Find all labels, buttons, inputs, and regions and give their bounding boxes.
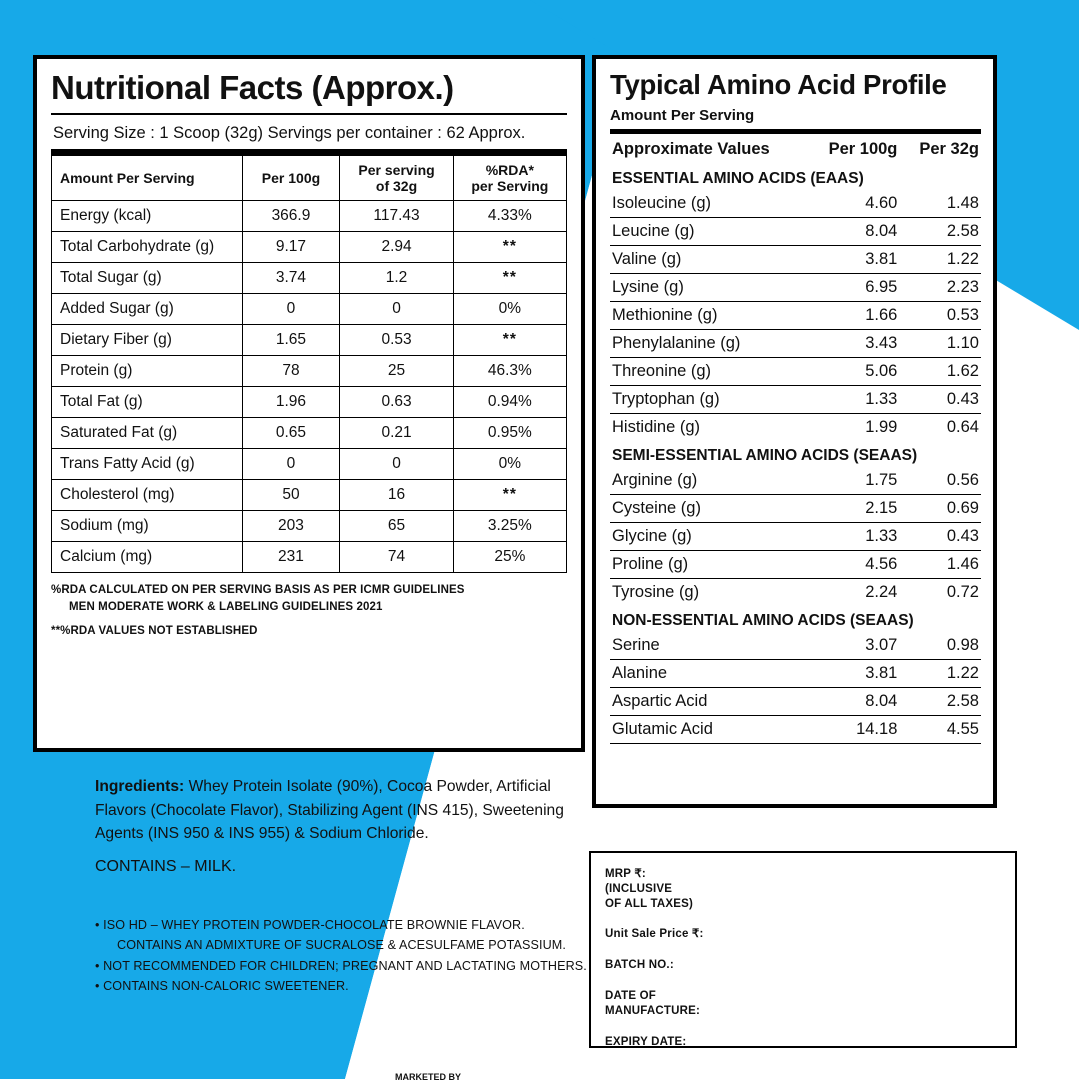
- row-per100g: 3.07: [803, 632, 899, 660]
- table-row: [610, 551, 981, 579]
- row-per32g: 117.43: [340, 201, 453, 232]
- row-label: Saturated Fat (g): [52, 418, 243, 449]
- row-rda: **: [453, 480, 566, 511]
- row-per100g: 1.33: [803, 386, 899, 414]
- row-per100g: 5.06: [803, 358, 899, 386]
- row-per32g: 25: [340, 356, 453, 387]
- mrp-inclusive-line1: (INCLUSIVE: [605, 883, 673, 896]
- nutrition-table: [51, 155, 567, 573]
- row-per32g: 2.58: [899, 688, 981, 716]
- table-row: [610, 467, 981, 495]
- row-per100g: 1.99: [865, 418, 898, 436]
- row-label: Aspartic Acid: [610, 688, 803, 716]
- table-row: [610, 414, 981, 442]
- mrp-label: MRP ₹:: [605, 868, 646, 880]
- row-rda: **: [453, 232, 566, 263]
- row-rda: 46.3%: [453, 356, 566, 387]
- table-row: [610, 660, 981, 688]
- dom-line1: DATE OF: [605, 989, 657, 1002]
- footnote-line-1: %RDA CALCULATED ON PER SERVING BASIS AS PER ICMR GUIDELINES: [51, 584, 465, 597]
- section-heading: SEMI-ESSENTIAL AMINO ACIDS (SEAAS): [612, 447, 918, 464]
- row-per32g: 0.64: [946, 418, 979, 436]
- row-per100g: 78: [242, 356, 340, 387]
- row-rda: 0%: [453, 449, 566, 480]
- row-label: Energy (kcal): [52, 201, 243, 232]
- row-per100g: 3.43: [803, 330, 899, 358]
- row-label: Trans Fatty Acid (g): [52, 449, 243, 480]
- row-label: Threonine (g): [610, 358, 803, 386]
- table-row: [610, 523, 981, 551]
- row-label: Cholesterol (mg): [52, 480, 243, 511]
- row-per100g: 50: [242, 480, 340, 511]
- row-label: Added Sugar (g): [52, 294, 243, 325]
- header-rda-line1: %RDA*: [485, 162, 534, 178]
- row-label: Total Carbohydrate (g): [52, 232, 243, 263]
- list-item: • NOT RECOMMENDED FOR CHILDREN; PREGNANT AND LACTATING MOTHERS.: [95, 958, 587, 973]
- row-rda: **: [453, 263, 566, 294]
- row-label: Sodium (mg): [52, 511, 243, 542]
- row-per100g: 1.66: [803, 302, 899, 330]
- section-heading-row: [610, 606, 981, 632]
- row-per100g: 6.95: [803, 274, 899, 302]
- disclaimer-bullets: [95, 915, 595, 997]
- mrp-block: [605, 867, 1015, 913]
- amino-acid-table: [610, 134, 981, 744]
- table-row: [52, 356, 567, 387]
- header-per-serving-line1: Per serving: [358, 162, 435, 178]
- row-rda: 0%: [453, 294, 566, 325]
- row-per100g: 2.24: [865, 583, 898, 601]
- nutritional-facts-panel: [33, 55, 585, 752]
- row-per32g: 0.53: [340, 325, 453, 356]
- table-row: [610, 274, 981, 302]
- mrp-inclusive-line2: OF ALL TAXES): [605, 898, 693, 911]
- section-heading-row: [610, 441, 981, 467]
- table-row: [52, 480, 567, 511]
- row-per100g: 1.65: [242, 325, 340, 356]
- row-rda: 0.95%: [453, 418, 566, 449]
- row-label: Calcium (mg): [52, 542, 243, 573]
- row-per100g: 203: [242, 511, 340, 542]
- table-header-row: [52, 156, 567, 201]
- serving-size-line: Serving Size : 1 Scoop (32g) Servings per container : 62 Approx.: [51, 119, 567, 155]
- row-label: Lysine (g): [610, 274, 803, 302]
- row-label: Total Fat (g): [52, 387, 243, 418]
- row-per100g: 4.56: [803, 551, 899, 579]
- row-per32g: 1.46: [899, 551, 981, 579]
- table-row: [52, 325, 567, 356]
- table-row: [52, 263, 567, 294]
- table-row: [610, 218, 981, 246]
- row-per32g: 0.56: [899, 467, 981, 495]
- row-per100g: 3.81: [803, 246, 899, 274]
- row-per100g: 0: [242, 294, 340, 325]
- row-label: Valine (g): [610, 246, 803, 274]
- header-per-serving-32g: [340, 156, 453, 201]
- row-label: Cysteine (g): [610, 495, 803, 523]
- table-header-row: [610, 134, 981, 164]
- ingredients-block: [95, 775, 595, 846]
- row-rda: 3.25%: [453, 511, 566, 542]
- section-heading-row: [610, 164, 981, 190]
- row-per100g: 366.9: [242, 201, 340, 232]
- row-label: Arginine (g): [610, 467, 803, 495]
- row-per32g: 16: [340, 480, 453, 511]
- row-per32g: 1.10: [899, 330, 981, 358]
- nutritional-facts-title: Nutritional Facts (Approx.): [51, 69, 567, 115]
- amino-acid-profile-panel: [592, 55, 997, 808]
- header-per-32g: Per 32g: [919, 140, 979, 158]
- list-item: • ISO HD – WHEY PROTEIN POWDER-CHOCOLATE BROWNIE FLAVOR.: [95, 918, 525, 932]
- row-per32g: 65: [340, 511, 453, 542]
- row-per32g: 0.43: [899, 523, 981, 551]
- row-label: Total Sugar (g): [52, 263, 243, 294]
- header-rda-line2: per Serving: [471, 178, 549, 195]
- amino-profile-title: Typical Amino Acid Profile: [610, 69, 947, 100]
- dom-line2: MANUFACTURE:: [605, 1005, 701, 1018]
- list-item: CONTAINS AN ADMIXTURE OF SUCRALOSE & ACESULFAME POTASSIUM.: [117, 938, 566, 953]
- table-row: [610, 386, 981, 414]
- row-per100g: 3.81: [803, 660, 899, 688]
- row-rda: **: [453, 325, 566, 356]
- row-label: Serine: [610, 632, 803, 660]
- mrp-details-box: [589, 851, 1017, 1048]
- row-label: Leucine (g): [610, 218, 803, 246]
- ingredients-text: Whey Protein Isolate (90%), Cocoa Powder, Artificial Flavors (Chocolate Flavor), Stabilizing Agent (INS 415), Sweetening Agents (INS 950 & INS 955) & Sodium Chloride.: [95, 778, 564, 843]
- table-row: [52, 201, 567, 232]
- header-per-100g: Per 100g: [828, 140, 898, 158]
- header-amount-per-serving: Amount Per Serving: [52, 156, 243, 201]
- header-approximate-values: Approximate Values: [612, 140, 770, 158]
- row-per32g: 0.63: [340, 387, 453, 418]
- table-row: [52, 542, 567, 573]
- table-row: [52, 232, 567, 263]
- row-per32g: 1.22: [899, 246, 981, 274]
- header-per-100g: Per 100g: [242, 156, 340, 201]
- row-per100g: 8.04: [803, 218, 899, 246]
- row-per32g: 2.58: [899, 218, 981, 246]
- table-row: [610, 246, 981, 274]
- row-label: Isoleucine (g): [610, 190, 803, 218]
- row-per32g: 2.94: [340, 232, 453, 263]
- row-per32g: 0.53: [899, 302, 981, 330]
- list-item: • CONTAINS NON-CALORIC SWEETENER.: [95, 979, 349, 994]
- table-row: [610, 358, 981, 386]
- amino-profile-subtitle: Amount Per Serving: [610, 107, 981, 134]
- row-per32g: 0.43: [899, 386, 981, 414]
- row-per100g: 14.18: [803, 716, 899, 744]
- batch-no-label: BATCH NO.:: [605, 958, 674, 971]
- table-row: [52, 511, 567, 542]
- header-per-serving-line2: of 32g: [375, 178, 418, 195]
- row-label: Methionine (g): [610, 302, 803, 330]
- row-per100g: 3.74: [242, 263, 340, 294]
- row-per32g: 74: [340, 542, 453, 573]
- footnote-line-2: MEN MODERATE WORK & LABELING GUIDELINES 2021: [69, 600, 383, 613]
- row-per100g: 4.60: [803, 190, 899, 218]
- row-per100g: 1.33: [803, 523, 899, 551]
- header-rda-per-serving: [453, 156, 566, 201]
- table-row: [610, 716, 981, 744]
- row-label: Histidine (g): [612, 418, 701, 436]
- date-of-manufacture-block: [605, 989, 1015, 1019]
- table-row: [610, 330, 981, 358]
- row-per32g: 1.62: [899, 358, 981, 386]
- row-per32g: 1.2: [340, 263, 453, 294]
- row-per100g: 1.96: [242, 387, 340, 418]
- expiry-date-label: EXPIRY DATE:: [605, 1036, 687, 1049]
- row-per100g: 1.75: [803, 467, 899, 495]
- row-per32g: 0.98: [899, 632, 981, 660]
- footnote-line-3: **%RDA VALUES NOT ESTABLISHED: [51, 624, 258, 637]
- table-row: [610, 688, 981, 716]
- row-per32g: 0: [340, 294, 453, 325]
- row-label: Tyrosine (g): [612, 583, 700, 601]
- row-per100g: 0.65: [242, 418, 340, 449]
- row-rda: 0.94%: [453, 387, 566, 418]
- table-row: [52, 294, 567, 325]
- table-row: [610, 579, 981, 607]
- row-rda: 25%: [453, 542, 566, 573]
- row-label: Glutamic Acid: [610, 716, 803, 744]
- row-label: Tryptophan (g): [610, 386, 803, 414]
- table-row: [610, 190, 981, 218]
- row-per32g: 1.48: [899, 190, 981, 218]
- row-rda: 4.33%: [453, 201, 566, 232]
- row-per32g: 0.69: [899, 495, 981, 523]
- section-heading: NON-ESSENTIAL AMINO ACIDS (SEAAS): [612, 612, 914, 629]
- row-label: Alanine: [610, 660, 803, 688]
- row-per32g: 1.22: [899, 660, 981, 688]
- table-row: [52, 418, 567, 449]
- row-label: Phenylalanine (g): [610, 330, 803, 358]
- allergen-contains-milk: CONTAINS – MILK.: [95, 858, 237, 875]
- ingredients-label: Ingredients:: [95, 778, 185, 795]
- row-label: Dietary Fiber (g): [52, 325, 243, 356]
- table-row: [52, 387, 567, 418]
- row-per32g: 0.21: [340, 418, 453, 449]
- row-per100g: 9.17: [242, 232, 340, 263]
- nutrition-footnote: [51, 582, 567, 639]
- table-row: [610, 495, 981, 523]
- table-row: [610, 302, 981, 330]
- row-label: Protein (g): [52, 356, 243, 387]
- row-per32g: 0: [340, 449, 453, 480]
- row-per32g: 2.23: [899, 274, 981, 302]
- row-per32g: 0.72: [946, 583, 979, 601]
- row-label: Glycine (g): [610, 523, 803, 551]
- row-per32g: 4.55: [899, 716, 981, 744]
- row-per100g: 2.15: [803, 495, 899, 523]
- table-row: [52, 449, 567, 480]
- section-heading: ESSENTIAL AMINO ACIDS (EAAS): [612, 170, 864, 187]
- unit-sale-price-label: Unit Sale Price ₹:: [605, 927, 704, 940]
- table-row: [610, 632, 981, 660]
- row-per100g: 231: [242, 542, 340, 573]
- marketed-by-label: MARKETED BY: [395, 1072, 462, 1082]
- row-per100g: 8.04: [803, 688, 899, 716]
- row-label: Proline (g): [610, 551, 803, 579]
- row-per100g: 0: [242, 449, 340, 480]
